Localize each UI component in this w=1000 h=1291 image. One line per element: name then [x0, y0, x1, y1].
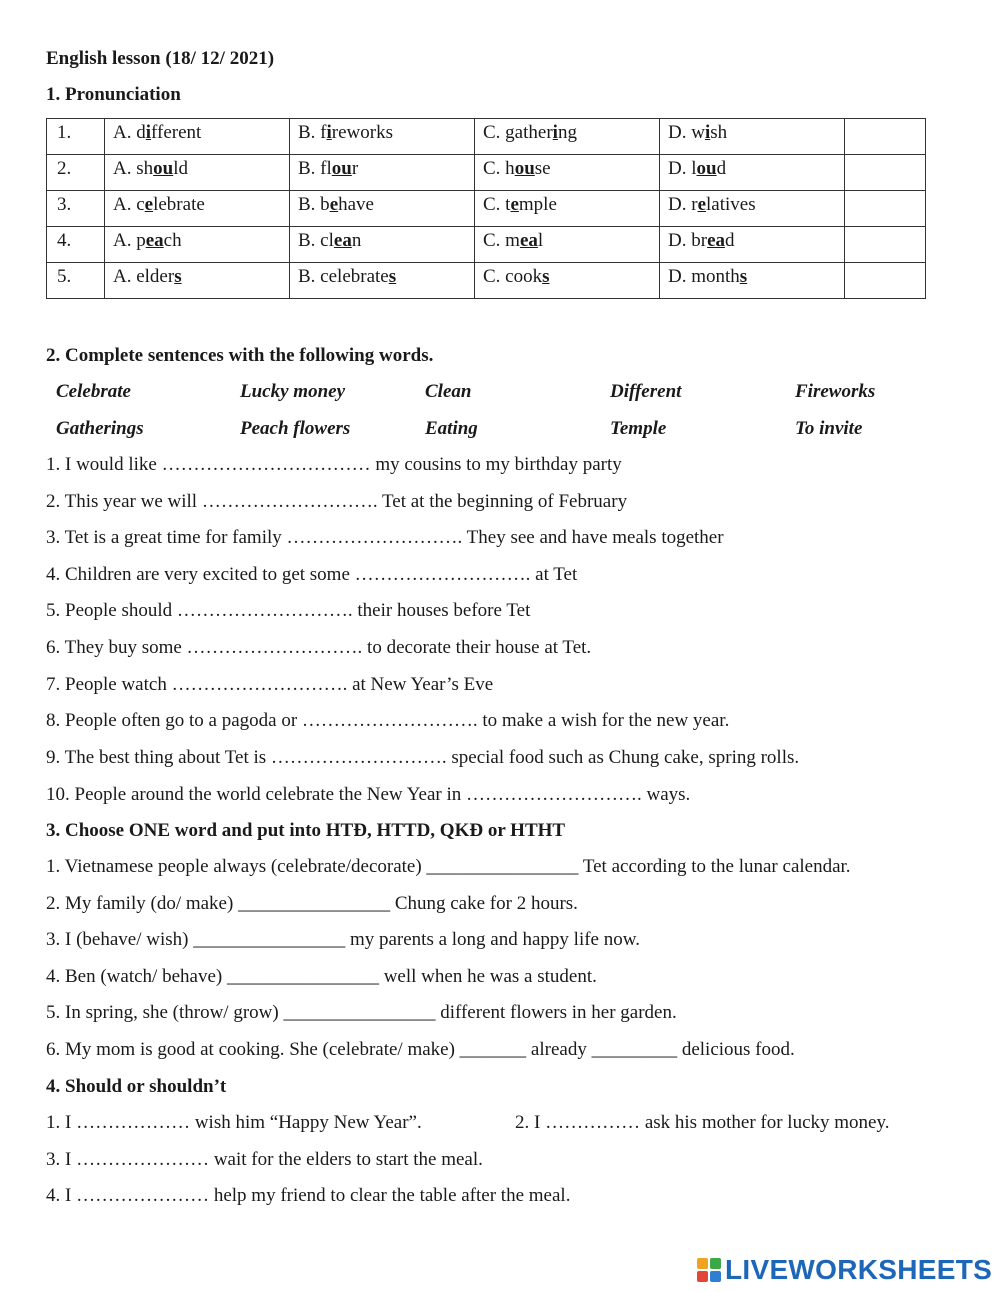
row-number: 3. [47, 191, 105, 227]
exercise-2-sentence: 8. People often go to a pagoda or ………………………. to make a wish for the new year. [46, 710, 730, 731]
option-d [660, 119, 845, 155]
option-c [475, 119, 660, 155]
logo-text: LIVEWORKSHEETS [725, 1254, 993, 1285]
word-part: ng [557, 122, 577, 143]
exercise-2-sentence: 4. Children are very excited to get some ………………………. at Tet [46, 564, 578, 585]
pronunciation-row [47, 263, 926, 299]
logo-square [697, 1258, 708, 1269]
word-bank-item: To invite [795, 418, 863, 439]
exercise-4-sentence: 3. I ………………… wait for the elders to start the meal. [46, 1149, 483, 1170]
exercise-2-sentence: 5. People should ………………………. their houses before Tet [46, 600, 531, 621]
pronunciation-table [46, 118, 926, 299]
pronunciation-row [47, 119, 926, 155]
word-part: sh [710, 122, 728, 143]
word-part: B. fl [298, 158, 332, 179]
row-number: 5. [47, 263, 105, 299]
exercise-2-sentence: 6. They buy some ………………………. to decorate their house at Tet. [46, 637, 592, 658]
underlined-sound: i [326, 122, 332, 143]
word-part: se [534, 158, 551, 179]
section-3-heading: 3. Choose ONE word and put into HTĐ, HTTD, QKĐ or HTHT [46, 820, 566, 841]
underlined-sound: ea [145, 230, 164, 251]
word-part: d [716, 158, 727, 179]
word-part: D. w [668, 122, 705, 143]
word-part: A. p [113, 230, 146, 251]
word-part: D. month [668, 266, 740, 287]
option-b [290, 119, 475, 155]
word-part: D. l [668, 158, 697, 179]
word-part: latives [706, 194, 756, 215]
word-part: B. f [298, 122, 327, 143]
word-bank-item: Celebrate [56, 381, 131, 402]
liveworksheets-logo-icon [697, 1258, 721, 1282]
underlined-sound: s [174, 266, 182, 287]
word-part: A. c [113, 194, 145, 215]
exercise-2-sentence: 9. The best thing about Tet is ………………………. special food such as Chung cake, spring rolls. [46, 747, 800, 768]
word-bank-item: Clean [425, 381, 472, 402]
word-bank-item: Eating [425, 418, 478, 439]
row-number: 4. [47, 227, 105, 263]
word-part: C. m [483, 230, 520, 251]
word-part: r [351, 158, 359, 179]
exercise-4-sentence: 2. I …………… ask his mother for lucky money. [515, 1112, 890, 1133]
underlined-sound: ea [333, 230, 352, 251]
word-part: B. b [298, 194, 330, 215]
pronunciation-row [47, 155, 926, 191]
underlined-sound: e [144, 194, 154, 215]
logo-square [697, 1271, 708, 1282]
word-part: C. t [483, 194, 511, 215]
underlined-sound: ou [153, 158, 174, 179]
word-bank-item: Lucky money [240, 381, 346, 402]
word-bank-item: Fireworks [795, 381, 876, 402]
section-1-heading: 1. Pronunciation [46, 84, 181, 105]
word-part: d [725, 230, 735, 251]
exercise-4-sentence: 4. I ………………… help my friend to clear the table after the meal. [46, 1185, 571, 1206]
option-a [105, 191, 290, 227]
word-part: A. elder [113, 266, 175, 287]
row-number: 1. [47, 119, 105, 155]
underlined-sound: ea [707, 230, 725, 251]
option-a [105, 263, 290, 299]
underlined-sound: ea [519, 230, 538, 251]
word-bank-item: Temple [610, 418, 667, 439]
word-part: fferent [151, 122, 202, 143]
underlined-sound: ou [696, 158, 717, 179]
answer-cell[interactable] [845, 119, 926, 155]
logo-square [710, 1258, 721, 1269]
word-part: ch [163, 230, 182, 251]
word-part: n [351, 230, 362, 251]
option-d [660, 263, 845, 299]
lesson-title: English lesson (18/ 12/ 2021) [46, 48, 275, 69]
exercise-2-sentence: 7. People watch ………………………. at New Year’s Eve [46, 674, 494, 695]
underlined-sound: ou [514, 158, 535, 179]
underlined-sound: s [542, 266, 550, 287]
word-part: A. d [113, 122, 146, 143]
word-part: C. h [483, 158, 515, 179]
word-part: lebrate [153, 194, 205, 215]
exercise-3-sentence: 3. I (behave/ wish) ________________ my parents a long and happy life now. [46, 929, 640, 950]
answer-cell[interactable] [845, 263, 926, 299]
word-part: reworks [331, 122, 393, 143]
exercise-2-sentence: 2. This year we will ………………………. Tet at the beginning of February [46, 491, 628, 512]
underlined-sound: s [739, 266, 748, 287]
underlined-sound: e [697, 194, 706, 215]
word-bank-item: Different [610, 381, 682, 402]
word-part: have [338, 194, 374, 215]
word-part: mple [518, 194, 557, 215]
underlined-sound: e [510, 194, 519, 215]
word-part: C. cook [483, 266, 543, 287]
word-part: D. br [668, 230, 708, 251]
section-4-heading: 4. Should or shouldn’t [46, 1076, 227, 1097]
word-part: l [537, 230, 544, 251]
answer-cell[interactable] [845, 155, 926, 191]
option-b [290, 227, 475, 263]
exercise-2-sentence: 1. I would like …………………………… my cousins to my birthday party [46, 454, 622, 475]
option-c [475, 263, 660, 299]
exercise-3-sentence: 2. My family (do/ make) ________________ Chung cake for 2 hours. [46, 893, 578, 914]
option-c [475, 191, 660, 227]
option-a [105, 227, 290, 263]
logo-square [710, 1271, 721, 1282]
option-a [105, 119, 290, 155]
option-d [660, 191, 845, 227]
underlined-sound: i [145, 122, 152, 143]
pronunciation-row [47, 227, 926, 263]
underlined-sound: i [552, 122, 558, 143]
option-b [290, 155, 475, 191]
section-2-heading: 2. Complete sentences with the following words. [46, 345, 434, 366]
word-part: D. r [668, 194, 698, 215]
row-number: 2. [47, 155, 105, 191]
exercise-3-sentence: 4. Ben (watch/ behave) ________________ well when he was a student. [46, 966, 597, 987]
option-b [290, 263, 475, 299]
option-d [660, 155, 845, 191]
word-part: A. sh [113, 158, 154, 179]
exercise-2-sentence: 10. People around the world celebrate the New Year in ………………………. ways. [46, 784, 691, 805]
answer-cell[interactable] [845, 191, 926, 227]
liveworksheets-logo[interactable] [697, 1255, 992, 1285]
option-a [105, 155, 290, 191]
option-d [660, 227, 845, 263]
option-b [290, 191, 475, 227]
exercise-2-sentence: 3. Tet is a great time for family ………………………. They see and have meals together [46, 527, 724, 548]
word-part: ld [173, 158, 188, 179]
underlined-sound: i [704, 122, 711, 143]
underlined-sound: e [329, 194, 339, 215]
exercise-3-sentence: 6. My mom is good at cooking. She (celebrate/ make) _______ already _________ delicious food. [46, 1039, 795, 1060]
answer-cell[interactable] [845, 227, 926, 263]
underlined-sound: ou [331, 158, 352, 179]
exercise-4-sentence: 1. I ……………… wish him “Happy New Year”. [46, 1112, 422, 1133]
option-c [475, 227, 660, 263]
word-bank-item: Peach flowers [240, 418, 351, 439]
option-c [475, 155, 660, 191]
underlined-sound: s [388, 266, 397, 287]
word-part: B. celebrate [298, 266, 389, 287]
pronunciation-row [47, 191, 926, 227]
exercise-3-sentence: 5. In spring, she (throw/ grow) ________________ different flowers in her garden. [46, 1002, 677, 1023]
exercise-3-sentence: 1. Vietnamese people always (celebrate/decorate) ________________ Tet according to the lunar calendar. [46, 856, 851, 877]
word-bank-item: Gatherings [56, 418, 144, 439]
word-part: B. cl [298, 230, 334, 251]
word-part: C. gather [483, 122, 553, 143]
